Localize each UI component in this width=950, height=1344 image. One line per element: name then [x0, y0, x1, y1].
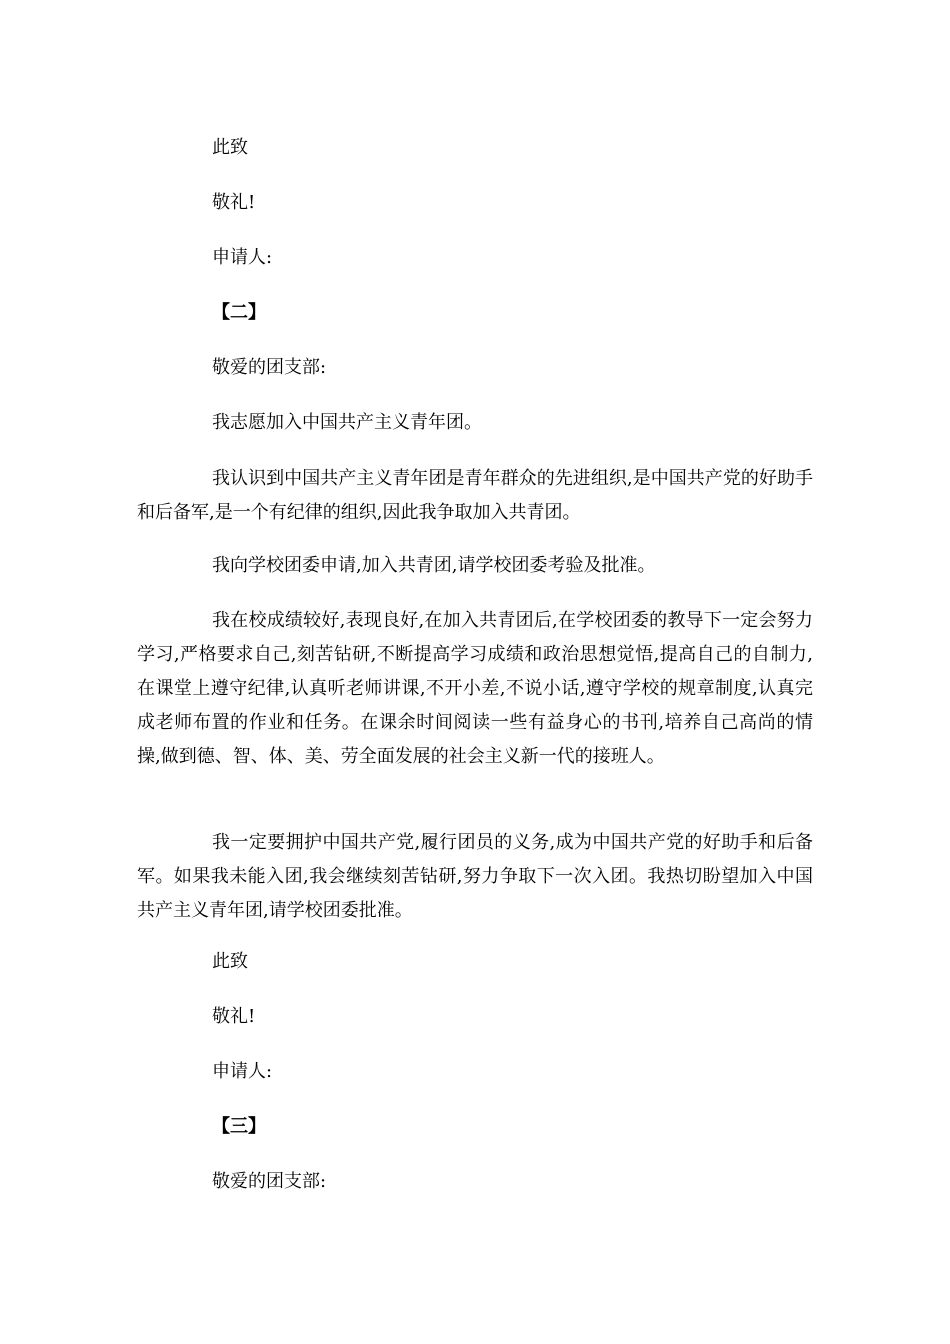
letter-greeting: 敬爱的团支部: [212, 1171, 327, 1192]
section-heading-2: 【二】 [212, 302, 266, 323]
body-paragraph: 我认识到中国共产主义青年团是青年群众的先进组织,是中国共产党的好助手和后备军,是一个有纪律的组织,因此我争取加入共青团。 [137, 468, 813, 523]
section-heading-3: 【三】 [212, 1116, 266, 1137]
closing-salutation: 此致 [212, 951, 248, 972]
closing-regards: 敬礼! [212, 192, 256, 213]
closing-regards: 敬礼! [212, 1006, 256, 1027]
applicant-signature-line: 申请人: [212, 247, 273, 268]
letter-greeting: 敬爱的团支部: [212, 357, 327, 378]
applicant-signature-line: 申请人: [212, 1061, 273, 1082]
body-paragraph: 我在校成绩较好,表现良好,在加入共青团后,在学校团委的教导下一定会努力学习,严格要求自己,刻苦钻研,不断提高学习成绩和政治思想觉悟,提高自己的自制力,在课堂上遵守纪律,认真听老师讲课,不开小差,不说小话,遵守学校的规章制度,认真完成老师布置的作业和任务。在课余时间阅读一些有益身心的书刊,培养自己高尚的情操,做到德、智、体、美、劳全面发展的社会主义新一代的接班人。 [137, 610, 813, 767]
body-paragraph: 我一定要拥护中国共产党,履行团员的义务,成为中国共产党的好助手和后备军。如果我未能入团,我会继续刻苦钻研,努力争取下一次入团。我热切盼望加入中国共产主义青年团,请学校团委批准。 [137, 832, 813, 921]
closing-salutation: 此致 [212, 137, 248, 158]
body-paragraph: 我志愿加入中国共产主义青年团。 [212, 412, 482, 433]
body-paragraph: 我向学校团委申请,加入共青团,请学校团委考验及批准。 [212, 555, 656, 576]
